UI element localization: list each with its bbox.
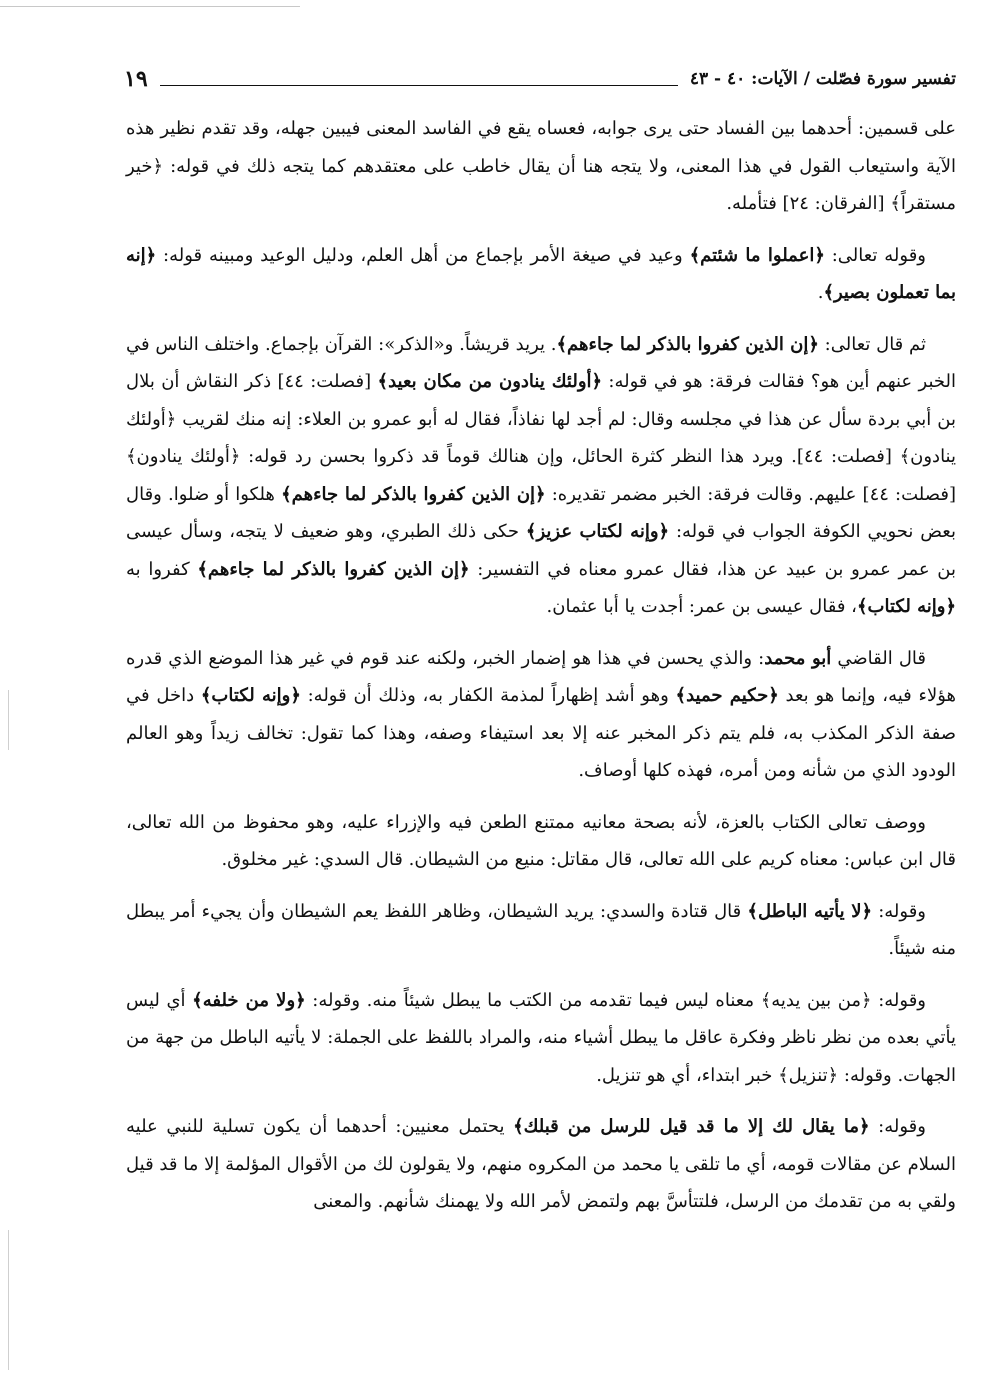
bold-quote-segment: ﴿أولئك ينادون من مكان بعيد﴾ [377,371,603,392]
body-text [126,110,956,1235]
text-segment: وعيد في صيغة الأمر بإجماع من أهل العلم، ودليل الوعيد ومبينه قوله: [156,244,690,266]
text-segment: ثم قال تعالى: [818,333,926,355]
text-segment: وقوله تعالى: [824,244,927,266]
text-segment: معناه ليس فيما تقدمه من الكتب ما يبطل شيئاً منه. وقوله: [305,989,761,1011]
text-segment: وقوله: [872,900,926,922]
bold-quote-segment: أبو محمد [764,647,832,669]
text-segment: خبر ابتداء، أي هو تنزيل. [596,1064,779,1086]
text-segment: أي ليس يأتي بعده من نظر ناظر وفكرة عاقل ما يبطل أشياء منه، والمراد باللفظ على الجملة: لا يأتيه الباطل من جهة من الجهات. وقوله: [126,989,956,1086]
text-segment: يحتمل معنيين: أحدهما أن يكون تسلية للنبي عليه السلام عن مقالات قومه، أي ما تلقى يا محمد من المكروه منهم، ولا يقولون لك من الأقوال المؤلمة إلا ما قد قيل ولقي به من تقدمك من الرسل، فلتتأسَّ بهم ولتمض لأمر الله ولا يهمنك شأنهم. والمعنى [126,1116,956,1212]
bold-quote-segment: ﴿ما يقال لك إلا ما قد قيل للرسل من قبلك﴾ [513,1116,870,1137]
paragraph [126,326,956,626]
page-number: ١٩ [124,66,148,92]
bold-quote-segment: ﴿وإنه لكتاب﴾ [857,596,956,617]
page-header [124,62,956,96]
text-segment: داخل في صفة الذكر المكذب به، فلم يتم ذكر المخبر عنه إلا بعد استيفاء وصفه، وهذا كما تقول: تخالف زيداً وهو العالم الودود الذي من شأنه ومن أمره، فهذه كلها أوصاف. [126,685,956,781]
text-segment: . [817,282,824,303]
running-title: تفسير سورة فصّلت / الآيات: ٤٠ - ٤٣ [689,69,956,89]
text-segment: هلكوا أو ضلوا. وقال بعض نحويي الكوفة الجواب في قوله: [126,483,956,542]
paragraph [126,237,956,312]
bold-quote-segment: ﴿ولا من خلفه﴾ [192,989,306,1011]
paragraph [126,110,956,223]
bold-quote-segment: ﴿لا يأتيه الباطل﴾ [747,900,873,922]
text-segment: وقوله: [871,989,926,1011]
scan-edge-mark [8,1230,9,1370]
text-segment: ﴿أولئك ينادون﴾ [126,408,956,467]
header-rule [160,85,678,86]
text-segment: . يريد قريشاً. و«الذكر»: القرآن بإجماع. واختلف الناس في الخبر عنهم أين هو؟ فقالت فرقة: هو في قوله: [126,333,956,392]
bold-quote-segment: ﴿حكيم حميد﴾ [675,685,779,706]
bold-quote-segment: ﴿وإنه لكتاب عزيز﴾ [525,521,670,542]
text-segment: [فصلت: ٤٤] عليهم. وقالت فرقة: الخبر مضمر تقديره: [545,483,956,505]
text-segment: ﴿أولئك ينادون﴾ [126,446,241,467]
text-segment: حكى ذلك الطبري، وهو ضعيف لا يتجه، وسأل عيسى بن عمر عمرو بن عبيد عن هذا، فقال عمرو معناه في التفسير: [126,521,956,580]
text-segment: ﴿تنزيل﴾ [778,1064,839,1086]
text-segment: [فصلت: ٤٤]. ويرد هذا النظر كثرة الحائل، وإن هنالك قوماً قد ذكروا بحسن رد قوله: [240,446,900,467]
text-segment: كفروا به [126,558,198,580]
text-segment: وقوله: [869,1116,926,1137]
bold-quote-segment: ﴿إن الذين كفروا بالذكر لما جاءهم﴾ [197,558,470,580]
text-segment: [فصلت: ٤٤] ذكر النقاش أن بلال بن أبي بردة سأل عن هذا في مجلسه وقال: لم أجد لها نفاذاً، فقال له أبو عمرو بن العلاء: إنه منك لقريب [126,371,956,430]
scan-edge-line [0,6,300,7]
paragraph [126,1108,956,1221]
text-segment: وهو أشد إظهاراً لمذمة الكفار به، وذلك أن قوله: [300,685,676,706]
bold-quote-segment: ﴿إنه بما تعملون بصير﴾ [126,244,956,303]
scan-edge-mark [8,690,9,750]
text-segment: قال قتادة والسدي: يريد الشيطان، وظاهر اللفظ يعم الشيطان وأن يجيء أمر يبطل منه شيئاً. [126,900,956,959]
text-segment: ، فقال عيسى بن عمر: أجدت يا أبا عثمان. [546,596,857,617]
text-segment: [الفرقان: ٢٤] فتأمله. [726,193,891,214]
text-segment: ﴿من بين يديه﴾ [760,989,872,1011]
text-segment: قال القاضي [831,647,926,669]
paragraph [126,640,956,790]
paragraph [126,982,956,1095]
paragraph [126,893,956,968]
bold-quote-segment: ﴿إن الذين كفروا بالذكر لما جاءهم﴾ [281,483,546,505]
paragraph [126,804,956,879]
bold-quote-segment: ﴿اعملوا ما شئتم﴾ [689,244,825,266]
text-segment: ووصف تعالى الكتاب بالعزة، لأنه بصحة معانيه ممتنع الطعن فيه والإزراء عليه، وهو محفوظ من الله تعالى، قال ابن عباس: معناه كريم على الله تعالى، قال مقاتل: منيع من الشيطان. قال السدي: غير مخلوق. [126,811,956,870]
bold-quote-segment: ﴿إن الذين كفروا بالذكر لما جاءهم﴾ [556,333,819,355]
text-segment: على قسمين: أحدهما بين الفساد حتى يرى جوابه، فعساه يقع في الفاسد المعنى فيبين جهله، وقد تقدم نظير هذه الآية واستيعاب القول في هذا المعنى، ولا يتجه هنا أن يقال خاطب على معتقدهم كما يتجه ذلك في قوله: [126,118,956,177]
bold-quote-segment: ﴿وإنه لكتاب﴾ [200,685,301,706]
text-segment: ﴿خير مستقراً﴾ [126,155,956,214]
text-segment: : والذي يحسن في هذا هو إضمار الخبر، ولكنه عند قوم في غير هذا الموضع الذي قدره هؤلاء فيه، وإنما هو بعد [126,647,957,706]
